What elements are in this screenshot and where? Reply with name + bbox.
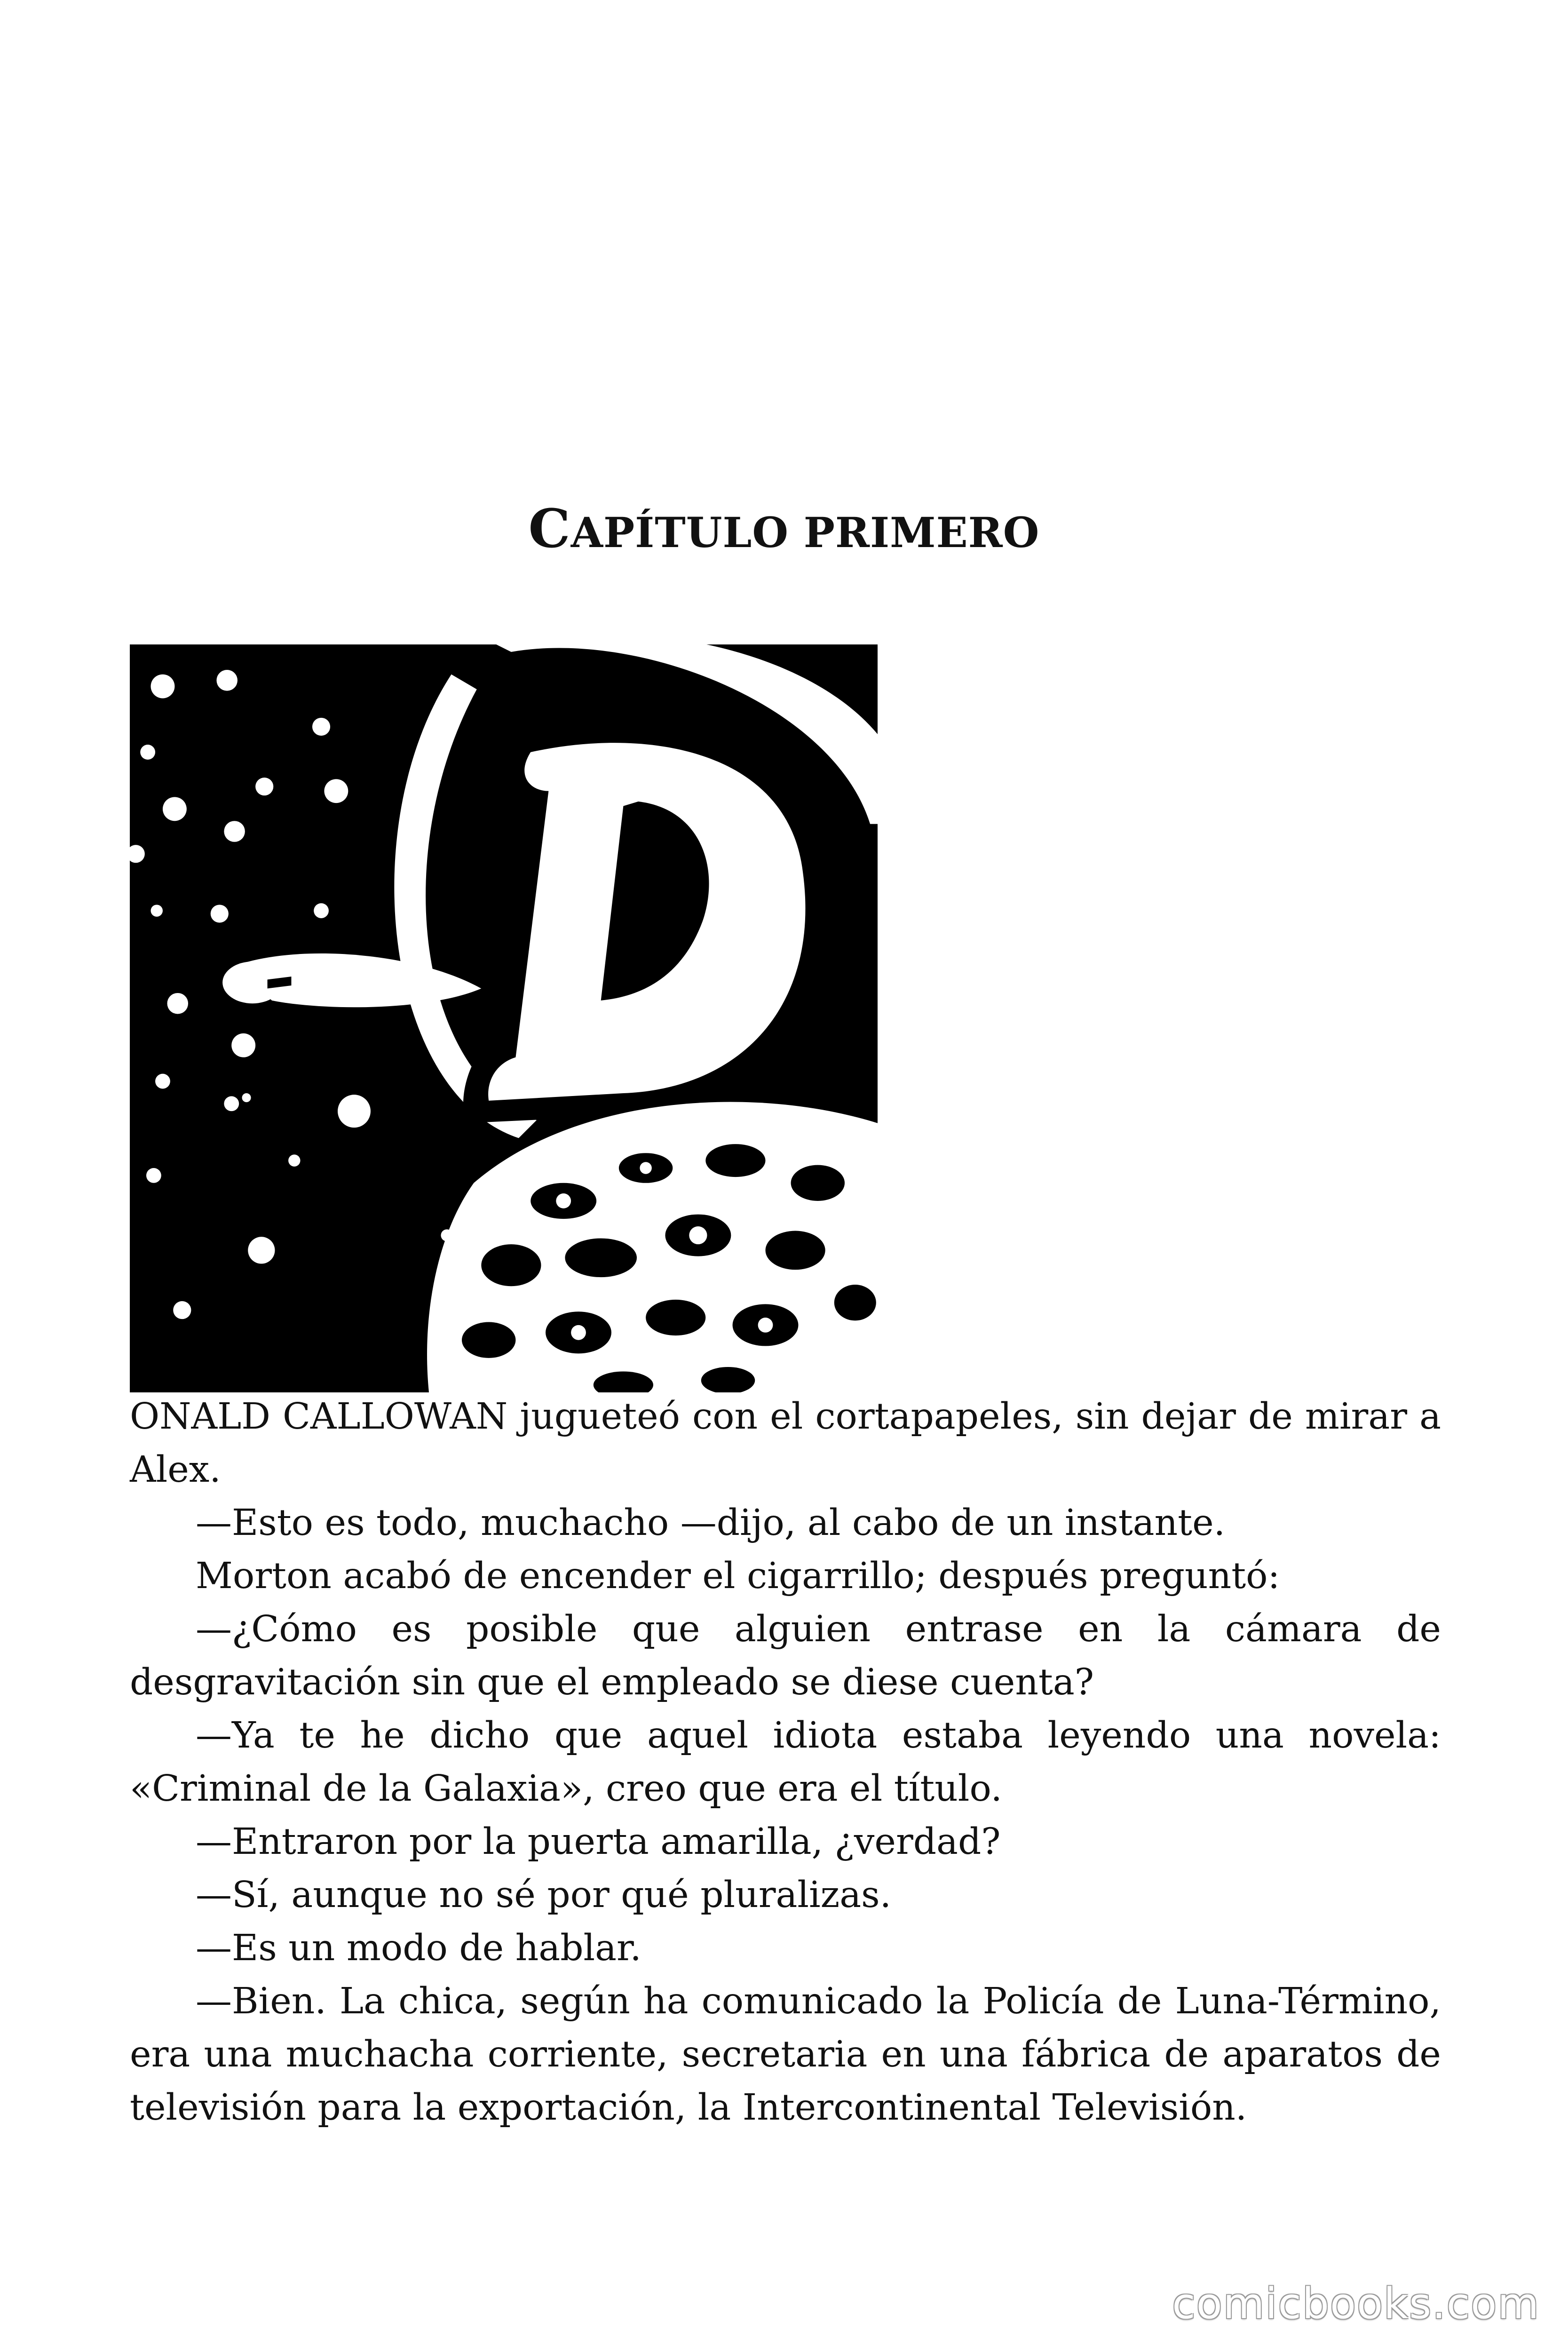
paragraph: —Entraron por la puerta amarilla, ¿verdad? — [196, 1821, 1001, 1863]
paragraph: ONALD CALLOWAN jugueteó con el cortapapeles, sin dejar de mirar a Alex. — [130, 1396, 1441, 1491]
paragraph: —Bien. La chica, según ha comunicado la Policía de Luna-Término, era una muchacha corriente, secretaria en una fábrica de aparatos de televisión para la exportación, la Intercontinental Televisión. — [130, 1980, 1441, 2129]
drop-cap-d-icon — [130, 644, 878, 1392]
chapter-title-rest: APÍTULO PRIMERO — [570, 508, 1040, 557]
paragraph: Morton acabó de encender el cigarrillo; después preguntó: — [196, 1555, 1280, 1597]
paragraph: —Sí, aunque no sé por qué pluralizas. — [196, 1874, 892, 1916]
body-text — [130, 1390, 1441, 2134]
watermark: comicbooks.com — [1172, 2279, 1540, 2328]
chapter-title-initial: C — [528, 498, 571, 560]
drop-cap-illustration — [130, 644, 878, 1392]
paragraph: —Ya te he dicho que aquel idiota estaba leyendo una novela: «Criminal de la Galaxia», creo que era el título. — [130, 1715, 1441, 1810]
paragraph: —Es un modo de hablar. — [196, 1927, 641, 1969]
chapter-title — [0, 496, 1568, 565]
paragraph: —¿Cómo es posible que alguien entrase en la cámara de desgravitación sin que el empleado se diese cuenta? — [130, 1608, 1441, 1703]
paragraph: —Esto es todo, muchacho —dijo, al cabo de un instante. — [196, 1502, 1226, 1544]
